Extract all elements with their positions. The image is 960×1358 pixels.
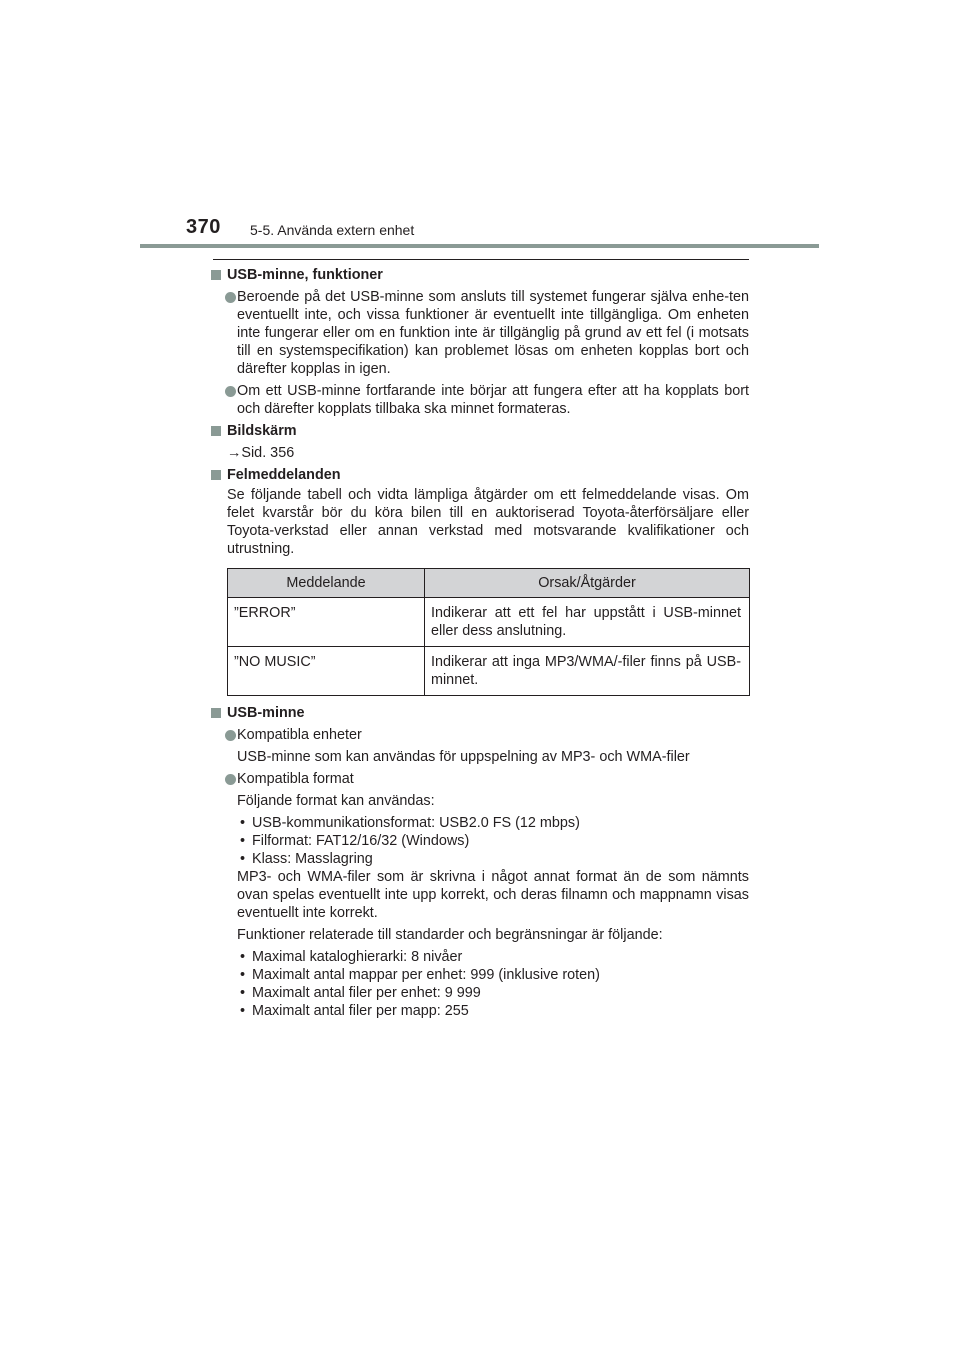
bullet-item: Kompatibla enheter (211, 726, 749, 744)
limits-list (211, 948, 749, 1020)
page-content (211, 266, 749, 1020)
dot-marker-icon: • (240, 1003, 246, 1019)
heading-error-messages: Felmeddelanden (211, 466, 749, 484)
table-cell: ”NO MUSIC” (228, 647, 425, 696)
circle-bullet-icon (225, 774, 236, 785)
page-header (186, 216, 766, 242)
header-rule (140, 244, 819, 248)
dot-marker-icon: • (240, 967, 246, 983)
compatible-devices-text: USB-minne som kan användas för uppspelning av MP3- och WMA-filer (237, 749, 690, 765)
error-message-table (227, 568, 750, 696)
list-item: • Filformat: FAT12/16/32 (Windows) (240, 833, 470, 849)
table-cell: Indikerar att inga MP3/WMA/-filer finns på USB-minnet. (425, 647, 750, 696)
dot-marker-icon: • (240, 833, 246, 849)
dot-marker-icon: • (240, 851, 246, 867)
dot-marker-icon: • (240, 949, 246, 965)
table-cell: ”ERROR” (228, 598, 425, 647)
section-title: 5-5. Använda extern enhet (250, 222, 415, 238)
bullet-item: Om ett USB-minne fortfarande inte börjar att fungera efter att ha kopplats bort och därefter kopplats tillbaka ska minnet formateras. (211, 382, 749, 418)
square-bullet-icon (211, 270, 221, 280)
list-item: • Maximalt antal filer per mapp: 255 (240, 1003, 469, 1019)
square-bullet-icon (211, 470, 221, 480)
formats-intro: Följande format kan användas: (237, 793, 435, 809)
list-item: • Maximalt antal filer per enhet: 9 999 (240, 985, 481, 1001)
dot-marker-icon: • (240, 815, 246, 831)
table-header-cell: Meddelande (228, 569, 425, 598)
table-header-cell: Orsak/Åtgärder (425, 569, 750, 598)
table-cell: Indikerar att ett fel har uppstått i USB-minnet eller dess anslutning. (425, 598, 750, 647)
heading-display: Bildskärm (211, 422, 749, 440)
square-bullet-icon (211, 426, 221, 436)
limits-intro: Funktioner relaterade till standarder och begränsningar är följande: (237, 927, 663, 943)
heading-usb-functions: USB-minne, funktioner (211, 266, 749, 284)
table-row (228, 647, 750, 696)
content-rule (213, 259, 749, 260)
table-row (228, 598, 750, 647)
list-item: • Klass: Masslagring (240, 851, 373, 867)
bullet-item: Kompatibla format (211, 770, 749, 788)
page-reference: →Sid. 356 (227, 445, 295, 461)
format-list (211, 814, 749, 868)
heading-usb-memory: USB-minne (211, 704, 749, 722)
list-item: • Maximalt antal mappar per enhet: 999 (inklusive roten) (240, 967, 600, 983)
circle-bullet-icon (225, 292, 236, 303)
page-number: 370 (186, 216, 221, 238)
circle-bullet-icon (225, 730, 236, 741)
circle-bullet-icon (225, 386, 236, 397)
format-note: MP3- och WMA-filer som är skrivna i något annat format än de som nämnts ovan spelas eventuellt inte upp korrekt, och deras filnamn och mappnamn visas eventuellt inte korrekt. (237, 869, 749, 921)
list-item: • USB-kommunikationsformat: USB2.0 FS (12 mbps) (240, 815, 580, 831)
bullet-item: Beroende på det USB-minne som ansluts till systemet fungerar själva enhe-ten eventuellt inte, och vissa funktioner är eventuellt inte tillgängliga. Om enheten inte fungerar eller om en funktion inte är tillgänglig på grund av ett fel (i motsats till en systemspecifikation) kan problemet lösas om enheten kopplas bort och därefter kopplas in igen. (211, 288, 749, 378)
square-bullet-icon (211, 708, 221, 718)
dot-marker-icon: • (240, 985, 246, 1001)
error-intro-text: Se följande tabell och vidta lämpliga åtgärder om ett felmeddelande visas. Om felet kvarstår bör du köra bilen till en auktoriserad Toyota-återförsäljare eller Toyota-verkstad eller annan verkstad med motsvarande kvalifikationer och utrustning. (227, 487, 749, 557)
table-header-row (228, 569, 750, 598)
list-item: • Maximal kataloghierarki: 8 nivåer (240, 949, 463, 965)
